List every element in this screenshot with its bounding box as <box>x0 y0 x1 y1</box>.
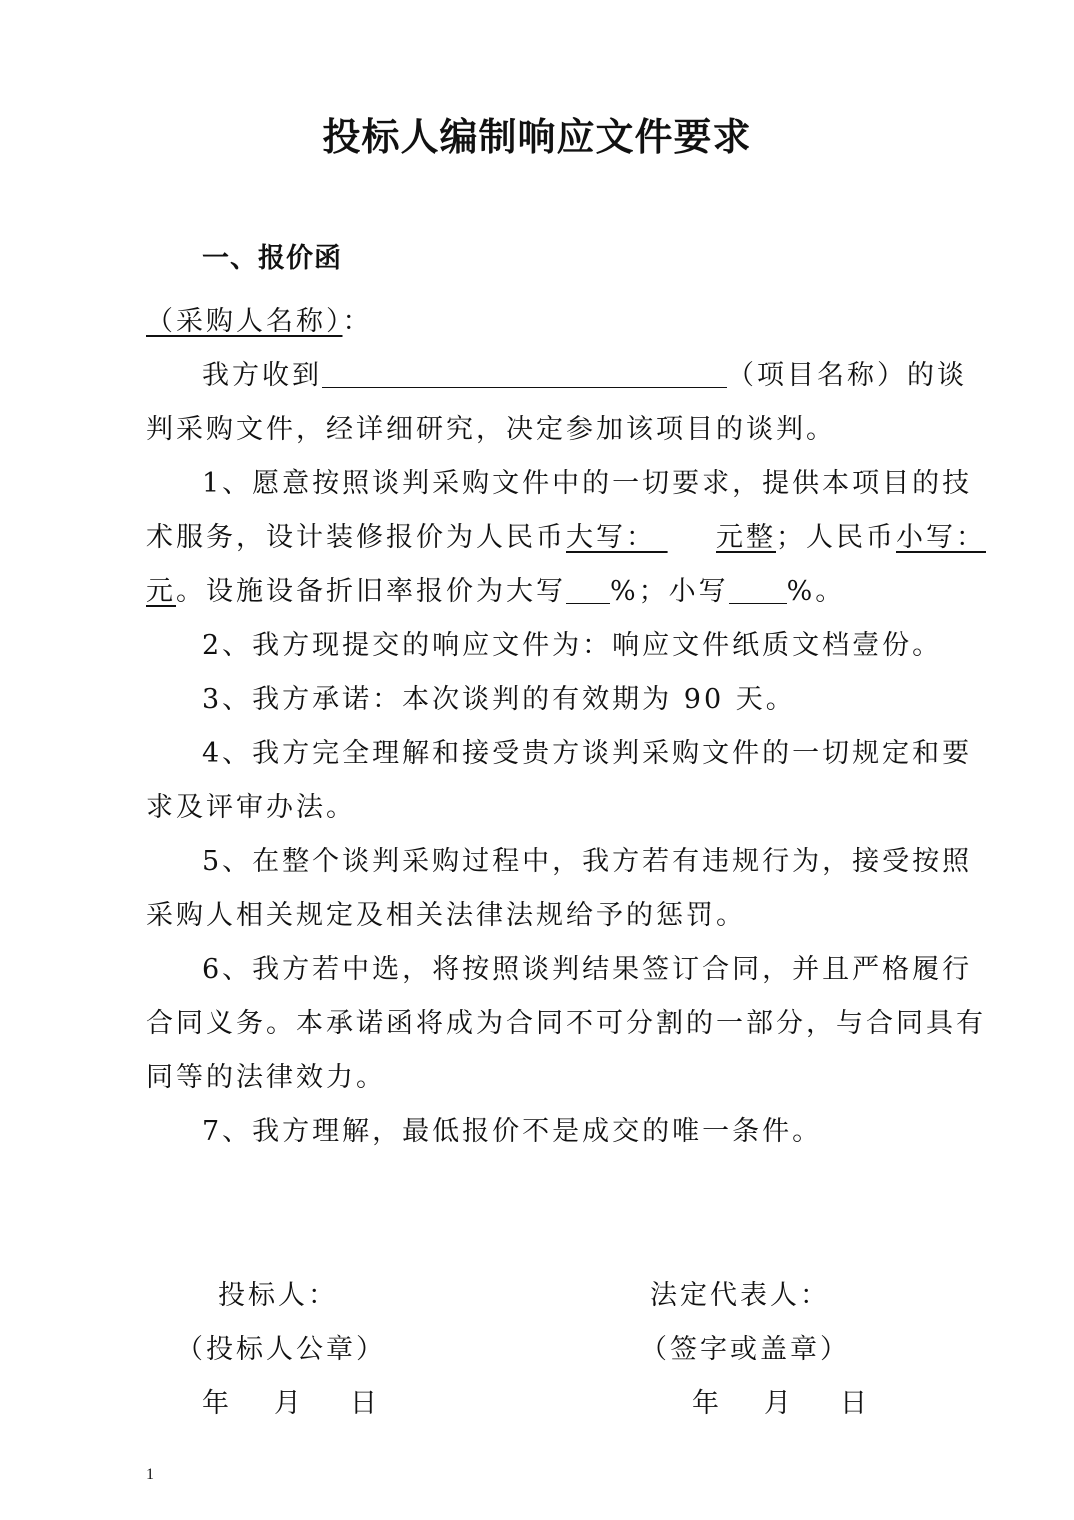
item1-text-b: ；人民币 <box>776 522 896 553</box>
item4-line-1: 4、我方完全理解和接受贵方谈判采购文件的一切规定和要 <box>202 738 973 769</box>
bidder-date <box>202 1384 380 1424</box>
item6-line-1: 6、我方若中选，将按照谈判结果签订合同，并且严格履行 <box>202 954 973 985</box>
bidder-label: 投标人： <box>218 1280 338 1311</box>
item1-text-d: %；小写 <box>610 576 729 607</box>
legal-rep-label: 法定代表人： <box>650 1280 830 1311</box>
legal-rep-date-day: 日 <box>840 1388 870 1419</box>
item1-text-a: 术服务，设计装修报价为人民币 <box>146 522 566 553</box>
price-uppercase-unit: 元整 <box>716 522 776 553</box>
item1-line-3 <box>146 572 941 612</box>
legal-rep-date <box>692 1384 870 1424</box>
item2-line: 2、我方现提交的响应文件为：响应文件纸质文档壹份。 <box>202 630 943 661</box>
legal-rep-date-year: 年 <box>692 1388 722 1419</box>
project-name-blank <box>322 357 727 388</box>
price-lowercase-label: 小写： <box>896 522 986 553</box>
addressee-colon: ： <box>342 306 373 337</box>
item4-line-2: 求及评审办法。 <box>146 792 356 823</box>
bidder-date-year: 年 <box>202 1388 232 1419</box>
item1-text-c: 。设施设备折旧率报价为大写 <box>176 576 566 607</box>
price-lowercase-unit: 元 <box>146 576 176 607</box>
item1-text-e: %。 <box>786 576 846 607</box>
depreciation-lowercase-blank <box>729 573 787 604</box>
legal-rep-date-month: 月 <box>764 1388 794 1419</box>
price-uppercase-blank <box>656 518 716 558</box>
document-title: 投标人编制响应文件要求 <box>322 114 752 159</box>
item6-line-2: 合同义务。本承诺函将成为合同不可分割的一部分，与合同具有 <box>146 1008 986 1039</box>
item7-line: 7、我方理解，最低报价不是成交的唯一条件。 <box>202 1116 823 1147</box>
item1-line-2 <box>146 518 986 558</box>
addressee-line <box>146 302 941 342</box>
intro-line-2: 判采购文件，经详细研究，决定参加该项目的谈判。 <box>146 414 836 445</box>
item1-line-1: 1、愿意按照谈判采购文件中的一切要求，提供本项目的技 <box>202 468 973 499</box>
bidder-date-day: 日 <box>350 1388 380 1419</box>
price-uppercase-label: 大写： <box>566 522 656 553</box>
item5-line-2: 采购人相关规定及相关法律法规给予的惩罚。 <box>146 900 746 931</box>
intro-text-2: （项目名称）的谈 <box>727 360 967 391</box>
addressee-placeholder: （采购人名称） <box>146 306 343 337</box>
intro-line-1 <box>202 356 967 396</box>
item5-line-1: 5、在整个谈判采购过程中，我方若有违规行为，接受按照 <box>202 846 973 877</box>
intro-text-1: 我方收到 <box>202 360 322 391</box>
item6-line-3: 同等的法律效力。 <box>146 1062 386 1093</box>
page-number: 1 <box>146 1466 154 1483</box>
bidder-date-month: 月 <box>274 1388 304 1419</box>
item3-line: 3、我方承诺：本次谈判的有效期为 90 天。 <box>202 684 796 715</box>
bidder-seal: （投标人公章） <box>176 1334 386 1365</box>
section-heading: 一、报价函 <box>202 243 342 274</box>
depreciation-uppercase-blank <box>566 573 610 604</box>
legal-rep-seal: （签字或盖章） <box>640 1334 850 1365</box>
